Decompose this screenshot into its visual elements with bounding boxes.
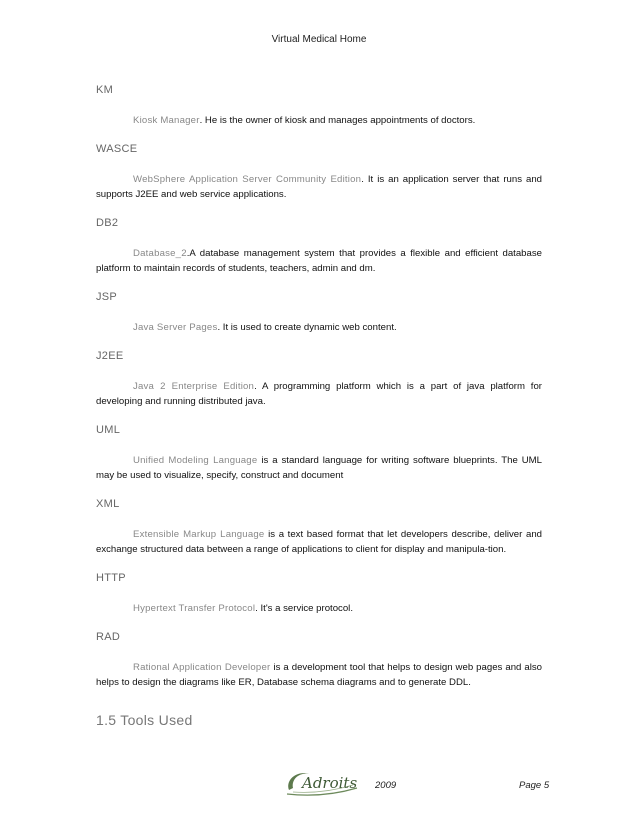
- term-label: XML: [96, 498, 120, 510]
- section-heading: 1.5 Tools Used: [96, 712, 193, 728]
- footer-year: 2009: [375, 780, 397, 791]
- term-description: . It is used to create dynamic web content.: [217, 322, 397, 333]
- term-description: is a standard language for writing software blueprints. The UML may be used to visualize, specify, construct and document: [96, 455, 543, 481]
- page-number: Page 5: [519, 780, 550, 791]
- term-label: RAD: [96, 631, 121, 643]
- glossary-entry-j2ee: [96, 350, 542, 409]
- term-description: . A programming platform which is a part of java platform for developing and running distributed java.: [96, 381, 543, 407]
- term-full-name: Hypertext Transfer Protocol: [133, 603, 256, 614]
- term-label: J2EE: [96, 350, 124, 362]
- header-title: Virtual Medical Home: [271, 34, 367, 45]
- term-label: KM: [96, 84, 114, 96]
- term-definition: [96, 660, 542, 690]
- term-definition: [96, 172, 542, 202]
- term-description: . He is the owner of kiosk and manages appointments of doctors.: [199, 115, 476, 126]
- term-full-name: Rational Application Developer: [133, 662, 271, 673]
- term-full-name: Java Server Pages: [133, 322, 218, 333]
- term-label: UML: [96, 424, 121, 436]
- term-label: WASCE: [96, 143, 138, 155]
- term-full-name: Unified Modeling Language: [133, 455, 258, 466]
- glossary-entry-wasce: [96, 143, 542, 202]
- term-full-name: WebSphere Application Server Community Edition: [133, 174, 362, 185]
- term-definition: [96, 601, 542, 616]
- page-footer: [0, 766, 638, 806]
- term-definition: [96, 320, 542, 335]
- glossary-entry-xml: [96, 498, 542, 557]
- glossary-entry-uml: [96, 424, 542, 483]
- glossary-entry-http: [96, 572, 542, 616]
- term-full-name: Java 2 Enterprise Edition: [133, 381, 255, 392]
- term-definition: [96, 246, 542, 276]
- term-label: DB2: [96, 217, 119, 229]
- glossary-entry-rad: [96, 631, 542, 690]
- term-label: JSP: [96, 291, 118, 303]
- term-full-name: Database_2: [133, 248, 187, 259]
- term-full-name: Extensible Markup Language: [133, 529, 265, 540]
- term-full-name: Kiosk Manager: [133, 115, 200, 126]
- term-definition: [96, 379, 542, 409]
- term-description: .A database management system that provides a flexible and efficient database platform to maintain records of students, teachers, admin and dm.: [96, 248, 542, 274]
- term-definition: [96, 113, 542, 128]
- glossary-entry-km: [96, 84, 542, 128]
- glossary-entry-db2: [96, 217, 542, 276]
- glossary: [96, 84, 542, 728]
- page-header: [0, 34, 638, 45]
- glossary-entry-jsp: [96, 291, 542, 335]
- term-description: is a text based format that let developers describe, deliver and exchange structured data between a range of applications to client for display and manipula-tion.: [96, 529, 542, 555]
- term-label: HTTP: [96, 572, 126, 584]
- term-definition: [96, 527, 542, 557]
- term-description: . It's a service protocol.: [255, 603, 353, 614]
- term-description: is a development tool that helps to design web pages and also helps to design the diagrams like ER, Database schema diagrams and to generate DDL.: [96, 662, 542, 688]
- term-description: . It is an application server that runs and supports J2EE and web service applications.: [96, 174, 542, 200]
- logo-text: Adroits: [302, 774, 358, 792]
- term-definition: [96, 453, 542, 483]
